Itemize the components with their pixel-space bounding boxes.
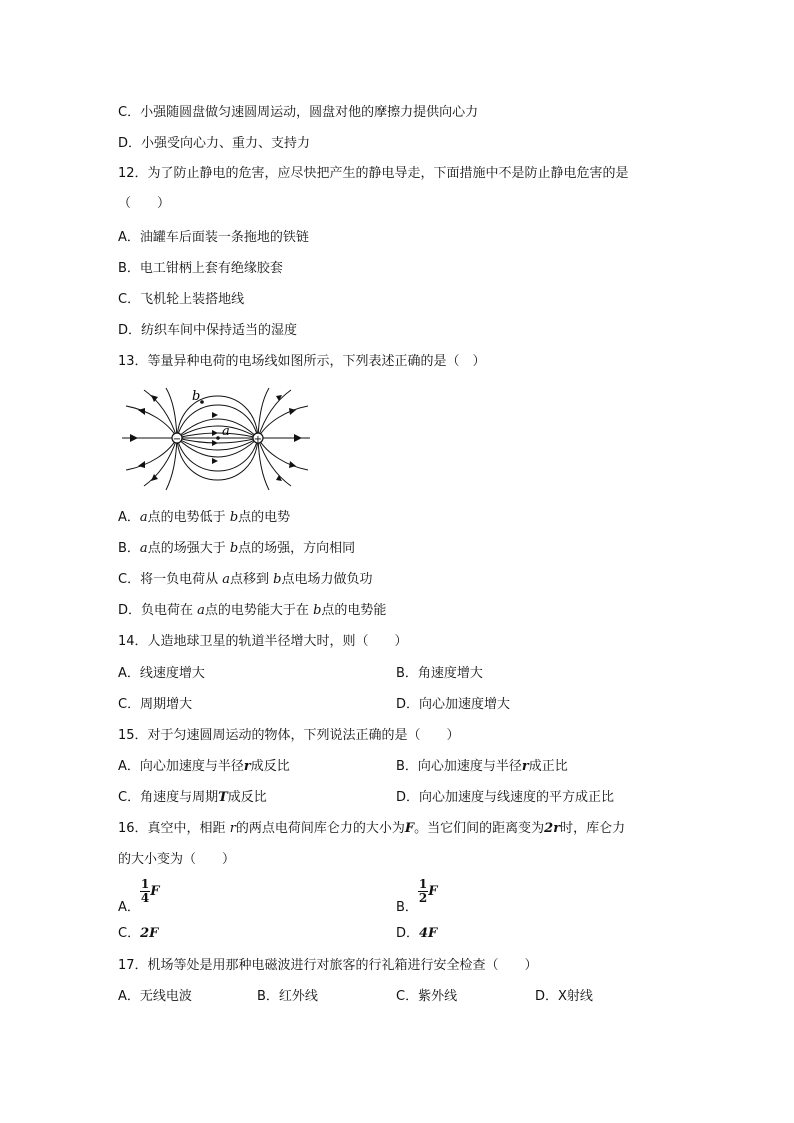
option-label: D． <box>396 926 420 941</box>
q14-stem: 14．人造地球卫星的轨道半径增大时，则（ ） <box>118 634 408 649</box>
q12-option-c: C．飞机轮上装搭地线 <box>118 292 245 307</box>
point-b-label: b <box>192 389 201 404</box>
denominator: 4 <box>140 891 150 905</box>
q13-option-a <box>118 509 290 527</box>
option-text: 点电场力做负功 <box>281 572 373 587</box>
option-text: A．向心加速度与半径 <box>118 759 244 774</box>
q15-option-c <box>118 789 267 807</box>
q17-option-b: B．红外线 <box>257 989 318 1004</box>
option-text: B．向心加速度与半径 <box>396 759 522 774</box>
option-label: C． <box>118 926 141 941</box>
q16-option-c <box>118 925 158 943</box>
option-label: B． <box>396 900 418 915</box>
stem-text: 的两点电荷间库仑力的大小为 <box>235 821 405 836</box>
q16-stem-continued: 的大小变为（ ） <box>118 852 236 867</box>
option-text: 成正比 <box>528 759 568 774</box>
q17-option-d: D．X射线 <box>535 989 593 1004</box>
q15-option-d: D．向心加速度与线速度的平方成正比 <box>396 790 615 805</box>
q15-stem: 15．对于匀速圆周运动的物体，下列说法正确的是（ ） <box>118 728 460 743</box>
q11-option-d: D．小强受向心力、重力、支持力 <box>118 136 311 151</box>
fraction <box>140 878 150 905</box>
var-a: a <box>139 541 148 556</box>
var-a: a <box>222 572 230 587</box>
q13-stem: 13．等量异种电荷的电场线如图所示，下列表述正确的是（ ） <box>118 354 486 369</box>
option-text: 点的场强大于 <box>147 541 230 556</box>
fraction <box>418 878 428 905</box>
var-b: b <box>273 572 282 587</box>
positive-charge-sign: + <box>253 434 263 445</box>
point-b-marker <box>200 400 204 404</box>
q13-option-d <box>118 602 386 620</box>
q12-option-a: A．油罐车后面装一条拖地的铁链 <box>118 230 309 245</box>
var-a: a <box>197 603 205 618</box>
var-a: a <box>139 510 148 525</box>
option-text: 成反比 <box>227 790 267 805</box>
q12-option-b: B．电工钳柄上套有绝缘胶套 <box>118 261 283 276</box>
var-r: r <box>521 759 529 774</box>
option-label: A． <box>118 510 140 525</box>
q12-stem: 12．为了防止静电的危害，应尽快把产生的静电导走，下面措施中不是防止静电危害的是 <box>118 166 629 181</box>
q17-stem: 17．机场等处是用那种电磁波进行对旅客的行礼箱进行安全检查（ ） <box>118 958 538 973</box>
option-text: 点移到 <box>229 572 274 587</box>
numerator: 1 <box>418 877 428 891</box>
var-t: T <box>218 790 228 805</box>
q14-option-c: C．周期增大 <box>118 697 193 712</box>
var-2r: 2r <box>544 821 561 836</box>
var-r: r <box>243 759 251 774</box>
option-text: D．负电荷在 <box>118 603 198 618</box>
negative-charge-sign: − <box>172 434 182 445</box>
q16-option-d <box>396 925 437 943</box>
var-b: b <box>229 541 239 556</box>
var-f: F <box>150 884 160 899</box>
q16-option-a <box>118 877 160 915</box>
stem-text: 。当它们间的距离变为 <box>414 821 545 836</box>
q14-option-a: A．线速度增大 <box>118 666 205 681</box>
stem-text: 16．真空中，相距 <box>118 821 230 836</box>
q15-option-a <box>118 758 290 776</box>
option-value: 4F <box>419 926 438 941</box>
q12-answer-paren: （ ） <box>118 196 171 211</box>
option-text: C．将一负电荷从 <box>118 572 223 587</box>
q13-option-b <box>118 540 355 558</box>
option-text: 点的电势 <box>238 510 291 525</box>
q16-option-b <box>396 877 438 915</box>
option-text: C．角速度与周期 <box>118 790 219 805</box>
stem-text: 时，库仑力 <box>560 821 626 836</box>
var-f: F <box>404 821 415 836</box>
q11-option-c: C．小强随圆盘做匀速圆周运动，圆盘对他的摩擦力提供向心力 <box>118 105 479 120</box>
var-b: b <box>313 603 322 618</box>
q17-option-c: C．紫外线 <box>396 989 458 1004</box>
option-text: 点的电势能大于在 <box>204 603 314 618</box>
q16-stem <box>118 820 625 838</box>
option-text: 点的电势低于 <box>147 510 230 525</box>
q14-option-b: B．角速度增大 <box>396 666 483 681</box>
option-text: 点的场强，方向相同 <box>238 541 356 556</box>
point-a-marker <box>216 436 220 440</box>
q17-option-a: A．无线电波 <box>118 989 192 1004</box>
point-a-label: a <box>222 424 230 439</box>
q12-option-d: D．纺织车间中保持适当的湿度 <box>118 323 298 338</box>
option-label: A． <box>118 900 140 915</box>
option-label: B． <box>118 541 140 556</box>
q13-option-c <box>118 571 372 589</box>
numerator: 1 <box>140 877 150 891</box>
q15-option-b <box>396 758 568 776</box>
q14-option-d: D．向心加速度增大 <box>396 697 511 712</box>
electric-field-lines-figure <box>118 386 314 498</box>
option-text: 成反比 <box>250 759 290 774</box>
option-value: 2F <box>140 926 159 941</box>
var-f: F <box>428 884 438 899</box>
denominator: 2 <box>418 891 428 905</box>
var-b: b <box>229 510 239 525</box>
var-r: r <box>229 821 236 836</box>
option-text: 点的电势能 <box>321 603 387 618</box>
